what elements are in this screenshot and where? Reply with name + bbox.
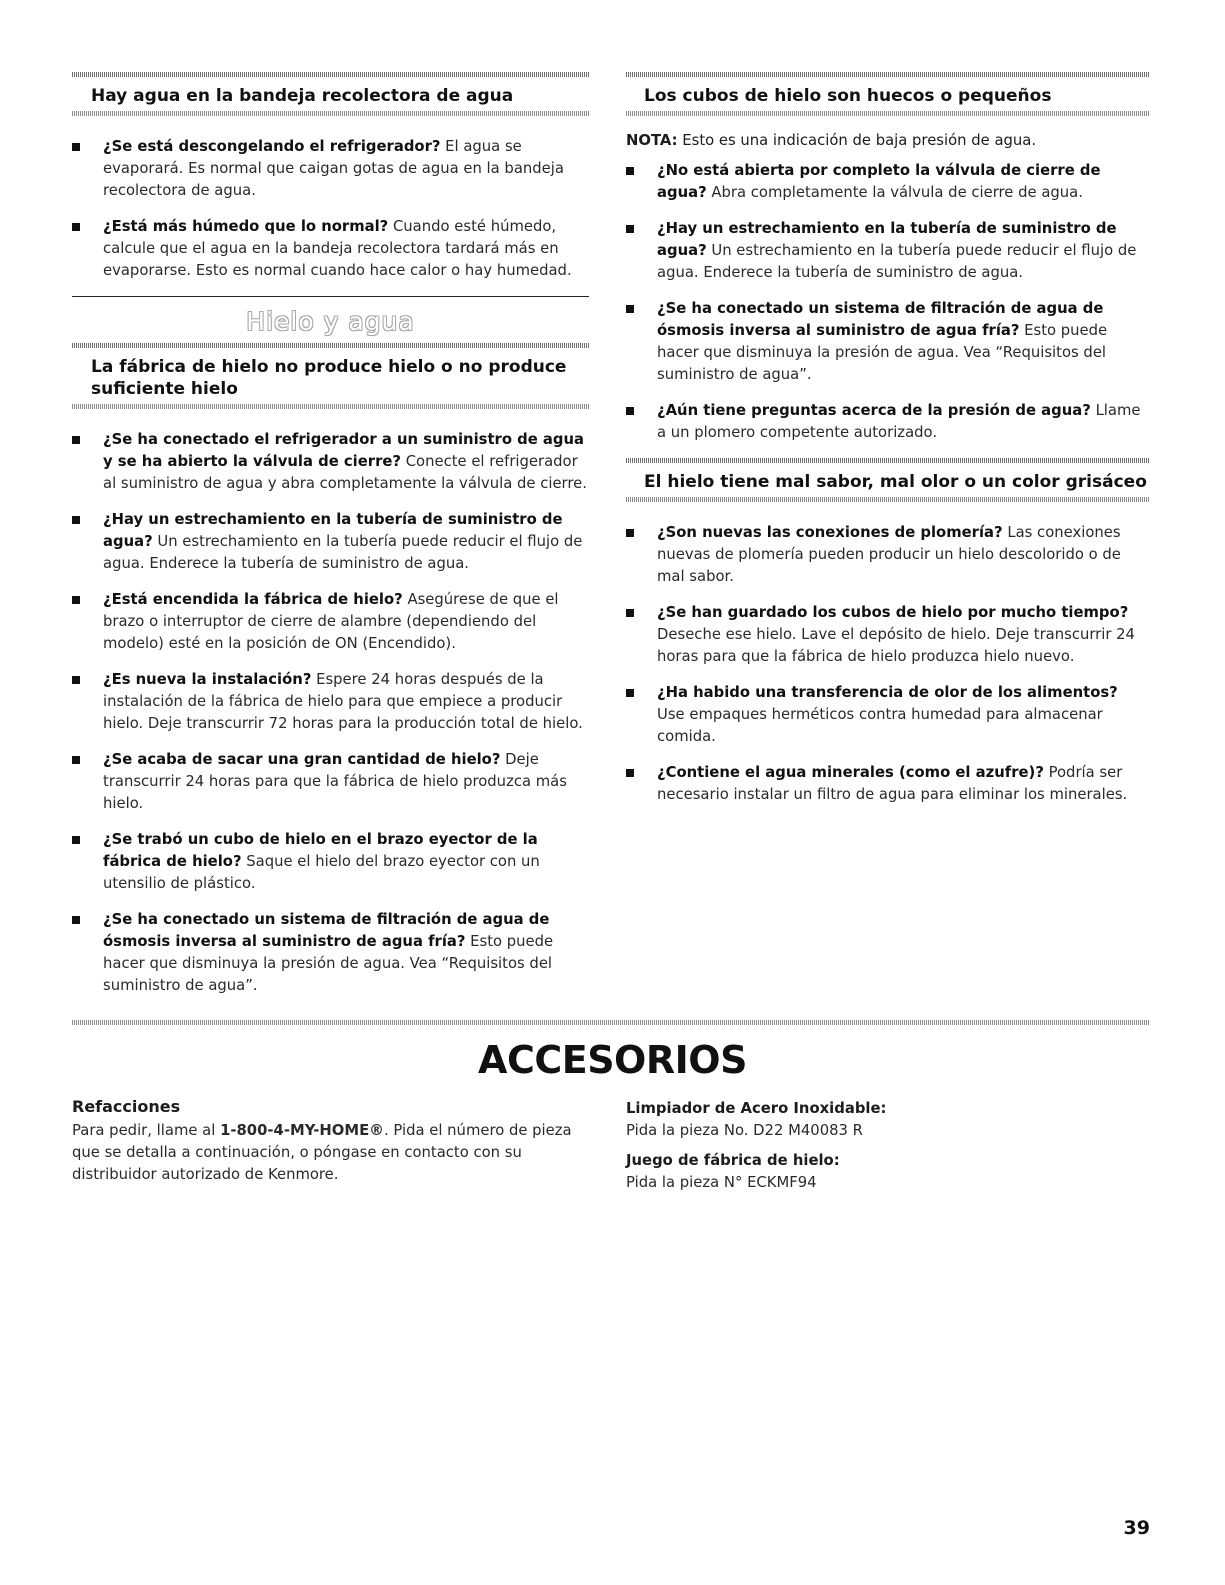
page-number: 39 [1123,1517,1150,1539]
square-bullet-icon [72,436,80,444]
refacciones-title: Refacciones [72,1097,181,1116]
answer-text: Un estrechamiento en la tubería puede reducir el flujo de agua. Enderece la tubería de suministro de agua. [103,533,583,572]
note-label: NOTA: [626,132,678,149]
square-bullet-icon [626,529,634,537]
square-bullet-icon [72,676,80,684]
list-item [626,762,1150,806]
question-text: ¿Hay un estrechamiento en la tubería de suministro de agua? [657,220,1117,259]
answer-text: Asegúrese de que el brazo o interruptor de cierre de alambre (dependiendo del modelo) esté en la posición de ON (Encendido). [103,591,559,652]
question-text: ¿Aún tiene preguntas acerca de la presión de agua? [657,402,1091,419]
answer-text: Un estrechamiento en la tubería puede reducir el flujo de agua. Enderece la tubería de suministro de agua. [657,242,1137,281]
left-column [72,72,589,1011]
dotted-rule [72,111,589,116]
juego-label: Juego de fábrica de hielo: [626,1152,840,1169]
answer-text: Esto puede hacer que disminuya la presión de agua. Vea “Requisitos del suministro de agua”. [103,933,554,994]
note [626,130,1150,152]
question-text: ¿Hay un estrechamiento en la tubería de suministro de agua? [103,511,563,550]
accesorios-heading: ACCESORIOS [478,1038,747,1082]
note-text: Esto es una indicación de baja presión de agua. [677,132,1037,149]
list-item [626,682,1150,748]
right-column [626,72,1150,820]
question-text: ¿No está abierta por completo la válvula de cierre de agua? [657,162,1101,201]
list-item [72,429,589,495]
square-bullet-icon [626,407,634,415]
list-item [72,669,589,735]
square-bullet-icon [72,223,80,231]
answer-text: Abra completamente la válvula de cierre de agua. [706,184,1083,201]
square-bullet-icon [72,516,80,524]
question-text: ¿Es nueva la instalación? [103,671,312,688]
square-bullet-icon [72,143,80,151]
list-item [72,749,589,815]
full-width-dotted-rule [72,1020,1150,1025]
square-bullet-icon [72,596,80,604]
phone-number: 1-800-4-MY-HOME® [220,1122,384,1139]
list-item [626,602,1150,668]
question-text: ¿Se ha conectado el refrigerador a un suministro de agua y se ha abierto la válvula de cierre? [103,431,585,470]
section-title-drip-tray: Hay agua en la bandeja recolectora de agua [91,86,514,106]
section-title-hollow-cubes: Los cubos de hielo son huecos o pequeños [644,86,1052,106]
answer-text: Las conexiones nuevas de plomería pueden producir un hielo descolorido o de mal sabor. [657,524,1121,585]
answer-text: Espere 24 horas después de la instalación de la fábrica de hielo para que empiece a producir hielo. Deje transcurrir 72 horas para la producción total de hielo. [103,671,583,732]
answer-text: Saque el hielo del brazo eyector con un utensilio de plástico. [103,853,540,892]
list-item [626,400,1150,444]
square-bullet-icon [626,769,634,777]
refacciones-block [72,1096,592,1186]
question-text: ¿Está más húmedo que lo normal? [103,218,389,235]
list-item [72,829,589,895]
question-text: ¿Son nuevas las conexiones de plomería? [657,524,1003,541]
question-text: ¿Se está descongelando el refrigerador? [103,138,441,155]
dotted-rule [72,72,589,77]
section-title-bad-taste: El hielo tiene mal sabor, mal olor o un color grisáceo [644,472,1147,492]
answer-text: Use empaques herméticos contra humedad para almacenar comida. [657,706,1103,745]
list-item [626,522,1150,588]
parts-block [626,1096,1146,1202]
square-bullet-icon [626,305,634,313]
answer-text: Esto puede hacer que disminuya la presión de agua. Vea “Requisitos del suministro de agua”. [657,322,1108,383]
question-text: ¿Contiene el agua minerales (como el azufre)? [657,764,1044,781]
answer-text: Conecte el refrigerador al suministro de agua y abra completamente la válvula de cierre. [103,453,587,492]
question-text: ¿Se han guardado los cubos de hielo por mucho tiempo? [657,604,1129,621]
category-heading: Hielo y agua [246,307,415,336]
dotted-rule [626,111,1150,116]
question-text: ¿Se trabó un cubo de hielo en el brazo eyector de la fábrica de hielo? [103,831,538,870]
square-bullet-icon [626,225,634,233]
square-bullet-icon [626,609,634,617]
answer-text: Deseche ese hielo. Lave el depósito de hielo. Deje transcurrir 24 horas para que la fábrica de hielo produzca hielo nuevo. [657,626,1135,665]
list-item [626,160,1150,204]
square-bullet-icon [626,689,634,697]
square-bullet-icon [72,836,80,844]
refacciones-text-before: Para pedir, llame al [72,1122,221,1139]
dotted-rule [626,72,1150,77]
list-item [72,509,589,575]
juego-value: Pida la pieza N° ECKMF94 [626,1174,817,1191]
square-bullet-icon [626,167,634,175]
question-text: ¿Se ha conectado un sistema de filtración de agua de ósmosis inversa al suministro de agua fría? [657,300,1104,339]
answer-text: El agua se evaporará. Es normal que caigan gotas de agua en la bandeja recolectora de agua. [103,138,564,199]
question-text: ¿Ha habido una transferencia de olor de los alimentos? [657,684,1118,701]
limpiador-value: Pida la pieza No. D22 M40083 R [626,1122,863,1139]
refacciones-text [72,1120,592,1186]
answer-text: Deje transcurrir 24 horas para que la fábrica de hielo produzca más hielo. [103,751,567,812]
dotted-rule [72,404,589,409]
answer-text: Podría ser necesario instalar un filtro de agua para eliminar los minerales. [657,764,1128,803]
list-item [72,136,589,202]
question-text: ¿Está encendida la fábrica de hielo? [103,591,403,608]
question-text: ¿Se ha conectado un sistema de filtración de agua de ósmosis inversa al suministro de agua fría? [103,911,550,950]
section-divider [72,296,589,297]
list-item [72,909,589,997]
answer-text: Cuando esté húmedo, calcule que el agua en la bandeja recolectora tardará más en evaporarse. Esto es normal cuando hace calor o hay humedad. [103,218,572,279]
square-bullet-icon [72,756,80,764]
list-item [72,589,589,655]
dotted-rule [626,497,1150,502]
dotted-rule [626,458,1150,463]
limpiador-label: Limpiador de Acero Inoxidable: [626,1100,887,1117]
section-title-ice-maker: La fábrica de hielo no produce hielo o no produce suficiente hielo [91,357,567,399]
answer-text: Llame a un plomero competente autorizado. [657,402,1141,441]
list-item [72,216,589,282]
dotted-rule [72,343,589,348]
square-bullet-icon [72,916,80,924]
refacciones-text-after: . Pida el número de pieza que se detalla a continuación, o póngase en contacto con su distribuidor autorizado de Kenmore. [72,1122,572,1183]
list-item [626,218,1150,284]
question-text: ¿Se acaba de sacar una gran cantidad de hielo? [103,751,501,768]
list-item [626,298,1150,386]
